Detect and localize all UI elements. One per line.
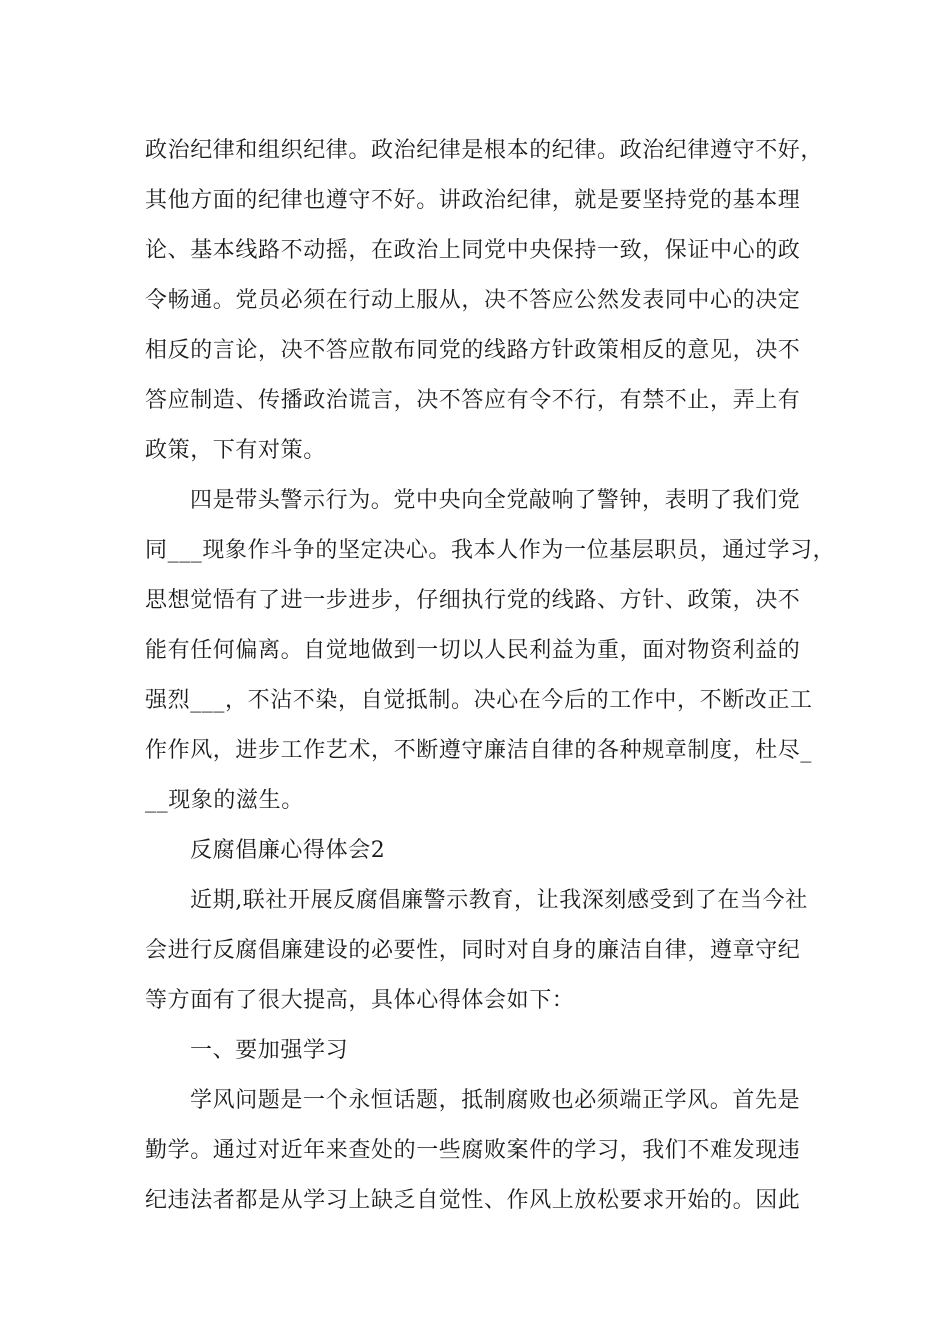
paragraph-3-line-3: 等方面有了很大提高，具体心得体会如下： — [145, 988, 575, 1013]
paragraph-3-line-2: 会进行反腐倡廉建设的必要性，同时对自身的廉洁自律，遵章守纪 — [145, 938, 801, 963]
subsection-heading: 一、要加强学习 — [190, 1038, 349, 1063]
paragraph-1-line-7: 政策，下有对策。 — [145, 438, 326, 463]
paragraph-1-line-3: 论、基本线路不动摇，在政治上同党中央保持一致，保证中心的政 — [145, 238, 801, 263]
paragraph-2-line-5: 强烈___，不沾不染，自觉抵制。决心在今后的工作中，不断改正工 — [145, 688, 813, 713]
paragraph-4-line-2: 勤学。通过对近年来查处的一些腐败案件的学习，我们不难发现违 — [145, 1138, 801, 1163]
paragraph-1-line-1: 政治纪律和组织纪律。政治纪律是根本的纪律。政治纪律遵守不好， — [145, 138, 824, 163]
paragraph-1-line-5: 相反的言论，决不答应散布同党的线路方针政策相反的意见，决不 — [145, 338, 801, 363]
paragraph-2-line-4: 能有任何偏离。自觉地做到一切以人民利益为重，面对物资利益的 — [145, 638, 801, 663]
paragraph-4-line-3: 纪违法者都是从学习上缺乏自觉性、作风上放松要求开始的。因此 — [145, 1188, 801, 1213]
paragraph-2-line-1: 四是带头警示行为。党中央向全党敲响了警钟，表明了我们党 — [190, 488, 801, 513]
paragraph-4-line-1: 学风问题是一个永恒话题，抵制腐败也必须端正学风。首先是 — [190, 1088, 801, 1113]
paragraph-2-line-3: 思想觉悟有了进一步进步，仔细执行党的线路、方针、政策，决不 — [145, 588, 801, 613]
paragraph-1-line-2: 其他方面的纪律也遵守不好。讲政治纪律，就是要坚持党的基本理 — [145, 188, 801, 213]
paragraph-1-line-4: 令畅通。党员必须在行动上服从，决不答应公然发表同中心的决定 — [145, 288, 801, 313]
paragraph-3-line-1: 近期,联社开展反腐倡廉警示教育，让我深刻感受到了在当今社 — [190, 888, 808, 913]
paragraph-2-line-2: 同___现象作斗争的坚定决心。我本人作为一位基层职员，通过学习， — [145, 538, 836, 563]
paragraph-1-line-6: 答应制造、传播政治谎言，决不答应有令不行，有禁不止，弄上有 — [145, 388, 801, 413]
section-heading: 反腐倡廉心得体会2 — [190, 838, 386, 863]
paragraph-2-line-7: __现象的滋生。 — [145, 788, 304, 813]
paragraph-2-line-6: 作作风，进步工作艺术，不断遵守廉洁自律的各种规章制度，杜尽_ — [145, 738, 813, 763]
